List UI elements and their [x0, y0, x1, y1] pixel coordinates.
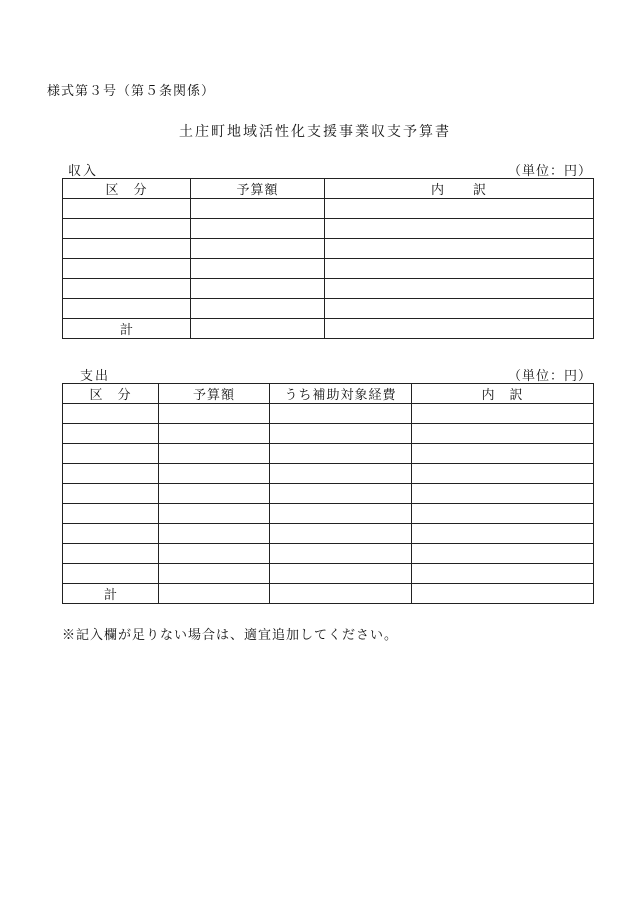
expense-cell[interactable] [63, 484, 159, 504]
expense-cell[interactable] [63, 564, 159, 584]
expense-table-row [63, 404, 594, 424]
expense-table-row [63, 564, 594, 584]
income-cell[interactable] [191, 279, 325, 299]
expense-cell[interactable] [412, 584, 594, 604]
expense-table-row [63, 544, 594, 564]
form-number: 様式第３号（第５条関係） [47, 84, 216, 99]
expense-header-category: 区 分 [63, 384, 159, 404]
expense-cell[interactable] [270, 504, 412, 524]
expense-total-label: 計 [63, 584, 159, 604]
expense-header-details: 内 訳 [412, 384, 594, 404]
expense-cell[interactable] [159, 564, 270, 584]
expense-cell[interactable] [159, 544, 270, 564]
expense-cell[interactable] [159, 504, 270, 524]
income-cell[interactable] [191, 259, 325, 279]
expense-cell[interactable] [412, 484, 594, 504]
expense-section-label: 支出 [80, 369, 111, 384]
expense-table [62, 383, 594, 604]
expense-cell[interactable] [63, 544, 159, 564]
expense-cell[interactable] [63, 524, 159, 544]
income-cell[interactable] [325, 299, 594, 319]
expense-unit-label: （単位：円） [507, 369, 592, 384]
income-table-row [63, 239, 594, 259]
income-table-row [63, 279, 594, 299]
expense-cell[interactable] [270, 564, 412, 584]
expense-table-row [63, 524, 594, 544]
expense-cell[interactable] [270, 484, 412, 504]
income-table-body [63, 199, 594, 339]
income-total-label: 計 [63, 319, 191, 339]
expense-total-row [63, 584, 594, 604]
expense-header-eligible: うち補助対象経費 [270, 384, 412, 404]
expense-cell[interactable] [159, 444, 270, 464]
expense-cell[interactable] [159, 484, 270, 504]
income-cell[interactable] [325, 279, 594, 299]
income-table-row [63, 299, 594, 319]
expense-cell[interactable] [63, 404, 159, 424]
expense-cell[interactable] [270, 424, 412, 444]
income-cell[interactable] [325, 199, 594, 219]
income-cell[interactable] [191, 239, 325, 259]
expense-cell[interactable] [159, 404, 270, 424]
expense-cell[interactable] [63, 444, 159, 464]
expense-cell[interactable] [63, 424, 159, 444]
expense-cell[interactable] [159, 524, 270, 544]
income-cell[interactable] [63, 279, 191, 299]
expense-cell[interactable] [412, 564, 594, 584]
income-cell[interactable] [191, 219, 325, 239]
income-table-row [63, 259, 594, 279]
expense-table-row [63, 464, 594, 484]
expense-table-row [63, 484, 594, 504]
expense-table-row [63, 504, 594, 524]
expense-cell[interactable] [159, 584, 270, 604]
income-cell[interactable] [325, 219, 594, 239]
income-total-row [63, 319, 594, 339]
expense-cell[interactable] [159, 424, 270, 444]
expense-cell[interactable] [270, 464, 412, 484]
expense-table-row [63, 444, 594, 464]
income-cell[interactable] [63, 259, 191, 279]
expense-cell[interactable] [412, 544, 594, 564]
income-cell[interactable] [63, 199, 191, 219]
income-cell[interactable] [191, 299, 325, 319]
expense-cell[interactable] [270, 584, 412, 604]
income-header-category: 区 分 [63, 179, 191, 199]
income-table [62, 178, 594, 339]
expense-cell[interactable] [412, 504, 594, 524]
expense-cell[interactable] [159, 464, 270, 484]
expense-cell[interactable] [270, 544, 412, 564]
income-cell[interactable] [325, 239, 594, 259]
expense-cell[interactable] [412, 404, 594, 424]
expense-cell[interactable] [270, 444, 412, 464]
income-section-label: 収入 [68, 164, 99, 179]
expense-cell[interactable] [270, 404, 412, 424]
expense-cell[interactable] [412, 444, 594, 464]
income-header-details: 内 訳 [325, 179, 594, 199]
footnote: ※記入欄が足りない場合は、適宜追加してください。 [62, 628, 399, 643]
income-cell[interactable] [325, 259, 594, 279]
expense-table-row [63, 424, 594, 444]
document-title: 土庄町地域活性化支援事業収支予算書 [179, 124, 451, 140]
income-cell[interactable] [325, 319, 594, 339]
income-cell[interactable] [63, 239, 191, 259]
income-cell[interactable] [63, 219, 191, 239]
expense-cell[interactable] [63, 504, 159, 524]
expense-cell[interactable] [412, 524, 594, 544]
income-table-row [63, 199, 594, 219]
income-table-row [63, 219, 594, 239]
income-header-budget: 予算額 [191, 179, 325, 199]
expense-table-body [63, 404, 594, 604]
expense-cell[interactable] [63, 464, 159, 484]
expense-header-row [63, 384, 594, 404]
expense-cell[interactable] [412, 464, 594, 484]
expense-header-budget: 予算額 [159, 384, 270, 404]
income-unit-label: （単位：円） [507, 164, 592, 179]
income-cell[interactable] [63, 299, 191, 319]
income-cell[interactable] [191, 199, 325, 219]
income-cell[interactable] [191, 319, 325, 339]
expense-cell[interactable] [270, 524, 412, 544]
expense-cell[interactable] [412, 424, 594, 444]
income-header-row [63, 179, 594, 199]
